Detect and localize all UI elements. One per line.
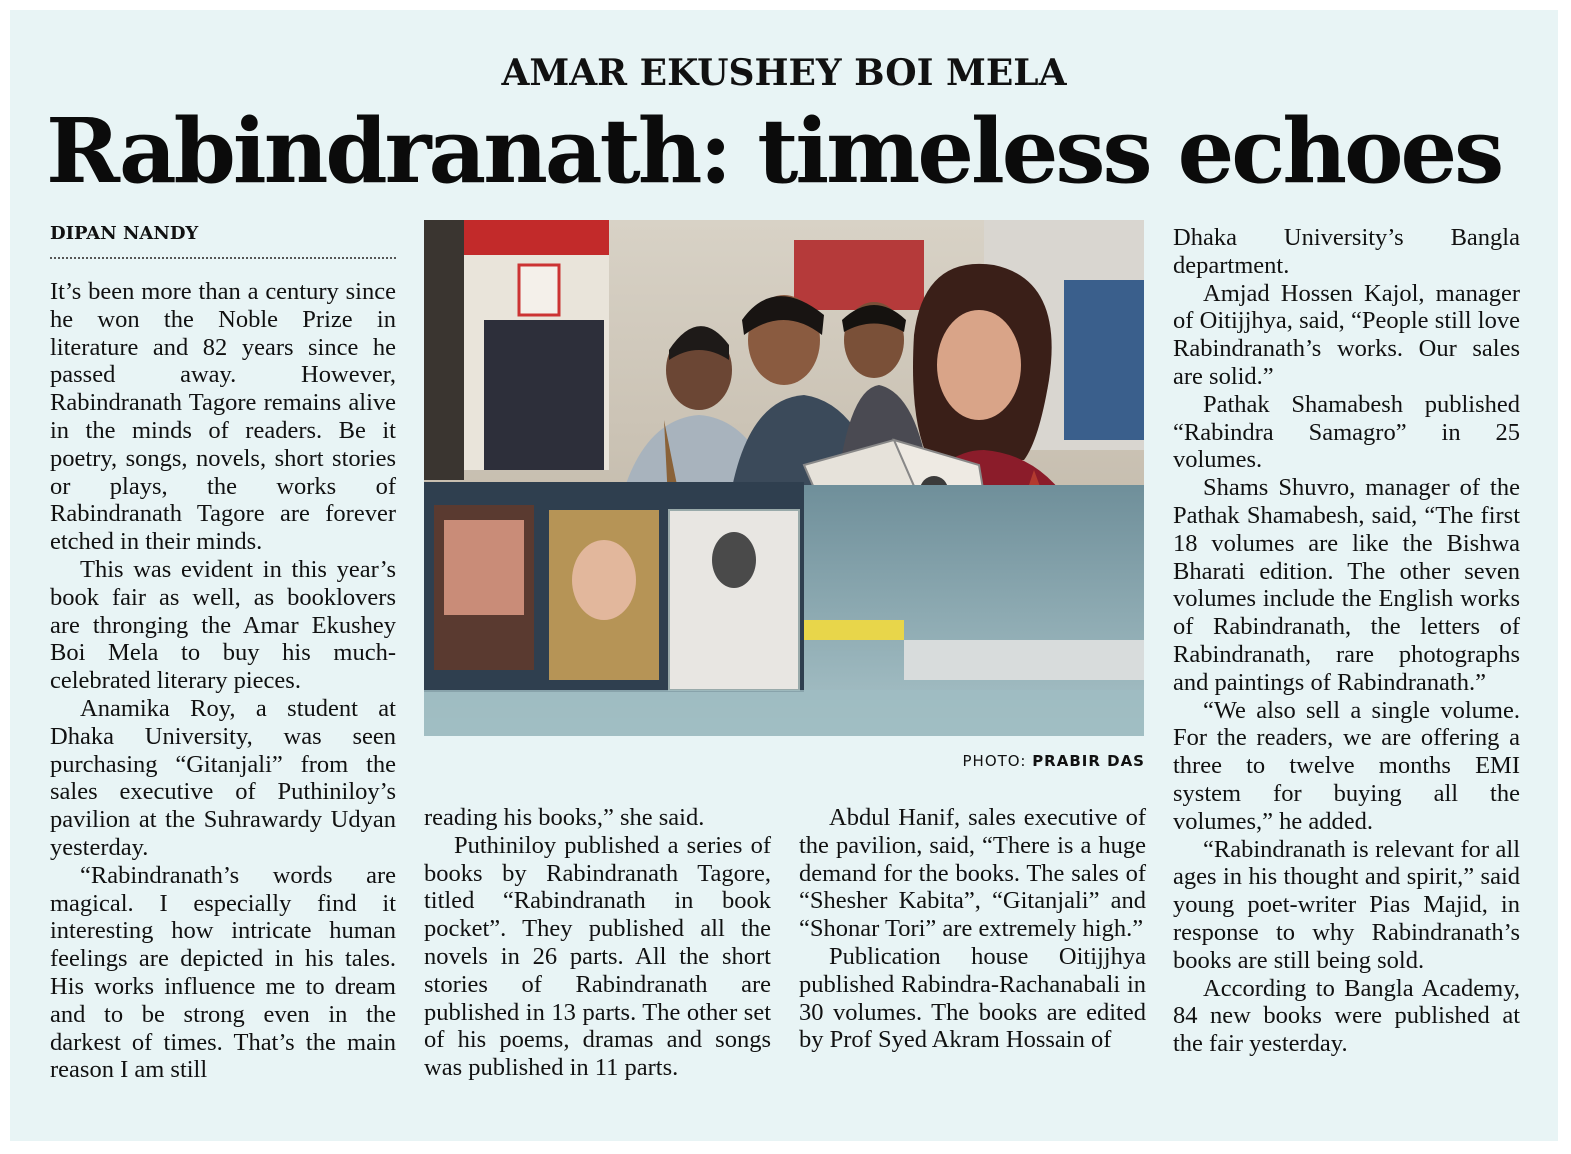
paragraph: Dhaka University’s Bangla department. <box>1173 224 1520 279</box>
article-column-2 <box>424 804 771 1082</box>
newspaper-page <box>10 10 1558 1141</box>
paragraph: “Rabindranath’s words are magical. I especially find it interesting how intricate human feelings are depicted in his tales. His works influence me to dream and to be strong even in the darkest of times. That’s the main reason I am still <box>50 861 396 1084</box>
paragraph: Shams Shuvro, manager of the Pathak Shamabesh, said, “The first 18 volumes are like the Bishwa Bharati edition. The other seven volumes include the English works of Rabindranath, the letters of Rabindranath, rare photographs and paintings of Rabindranath.” <box>1173 474 1520 696</box>
paragraph: It’s been more than a century since he won the Noble Prize in literature and 82 years since he passed away. However, Rabindranath Tagore remains alive in the minds of readers. Be it poetry, songs, novels, short stories or plays, the works of Rabindranath Tagore are forever etched in their minds. <box>50 278 396 556</box>
paragraph: According to Bangla Academy, 84 new books were published at the fair yesterday. <box>1173 974 1520 1058</box>
article-column-1 <box>50 278 396 1084</box>
byline: DIPAN NANDY <box>50 223 199 244</box>
paragraph: reading his books,” she said. <box>424 804 705 831</box>
photo-credit-label: PHOTO: <box>962 752 1033 770</box>
paragraph: Puthiniloy published a series of books by Rabindranath Tagore, titled “Rabindranath in book pocket”. They published all the novels in 26 parts. All the short stories of Rabindranath are published in 13 parts. The other set of his poems, dramas and songs was published in 11 parts. <box>424 831 771 1082</box>
headline: Rabindranath: timeless echoes <box>46 98 1502 203</box>
article-column-3 <box>799 804 1146 1054</box>
paragraph: Amjad Hossen Kajol, manager of Oitijjhya, said, “People still love Rabindranath’s works. Our sales are solid.” <box>1173 279 1520 390</box>
article-photo <box>424 220 1144 736</box>
paragraph: Abdul Hanif, sales executive of the pavilion, said, “There is a huge demand for the books. The sales of “Shesher Kabita”, “Gitanjali” and “Shonar Tori” are extremely high.” <box>799 804 1146 943</box>
paragraph: Pathak Shamabesh published “Rabindra Samagro” in 25 volumes. <box>1173 390 1520 474</box>
paragraph: “We also sell a single volume. For the readers, we are offering a three to twelve months EMI system for buying all the volumes,” he added. <box>1173 696 1520 835</box>
book-fair-photo-illustration <box>424 220 1144 736</box>
byline-divider <box>50 257 396 259</box>
photo-credit-name: PRABIR DAS <box>1032 752 1145 770</box>
paragraph: “Rabindranath is relevant for all ages in his thought and spirit,” said young poet-writer Pias Majid, in response to why Rabindranath’s books are still being sold. <box>1173 835 1520 974</box>
photo-credit <box>424 752 1145 770</box>
paragraph: Publication house Oitijjhya published Rabindra-Rachanabali in 30 volumes. The books are edited by Prof Syed Akram Hossain of <box>799 942 1146 1054</box>
paragraph: Anamika Roy, a student at Dhaka University, was seen purchasing “Gitanjali” from the sales executive of Puthiniloy’s pavilion at the Suhrawardy Udyan yesterday. <box>50 694 396 861</box>
section-kicker: AMAR EKUSHEY BOI MELA <box>501 52 1067 94</box>
article-column-4 <box>1173 224 1520 1058</box>
paragraph: This was evident in this year’s book fair as well, as booklovers are thronging the Amar Ekushey Boi Mela to buy his much-celebrated literary pieces. <box>50 555 396 695</box>
